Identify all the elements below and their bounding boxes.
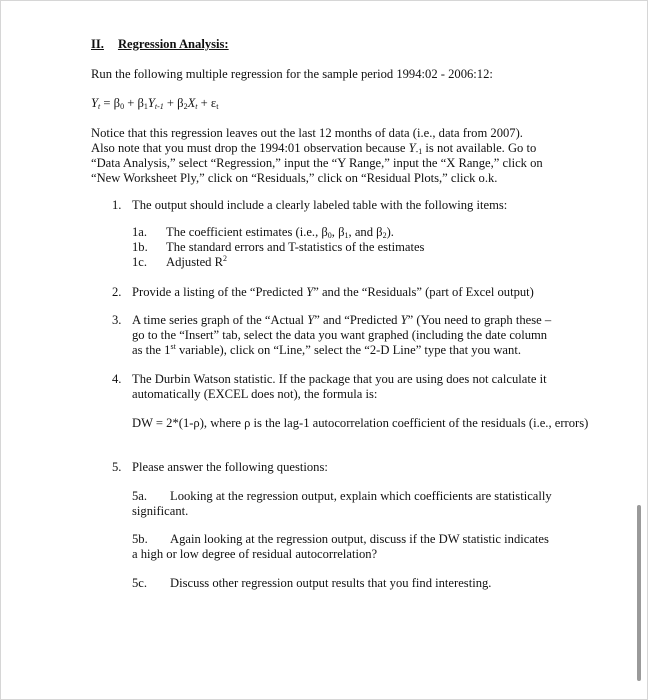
item-3-l1-a: A time series graph of the “Actual: [132, 313, 308, 327]
item-3-number: 3.: [112, 313, 122, 327]
item-5b-line-2: a high or low degree of residual autocorrelation?: [132, 547, 378, 561]
eq-lhs-sub: t: [98, 102, 101, 111]
eq-x: X: [187, 96, 196, 110]
item-3-l3-sup: st: [170, 342, 176, 351]
item-1a-label: 1a.: [132, 225, 148, 239]
eq-plus2: + β: [163, 96, 184, 110]
item-5b-label: 5b.: [132, 532, 148, 546]
item-5-text: Please answer the following questions:: [132, 460, 328, 474]
item-3-l1-c: ” (You need to graph these –: [407, 313, 552, 327]
item-3-var2: Y: [400, 313, 408, 327]
regression-equation: [91, 96, 218, 111]
item-3-l3-a: as the 1: [132, 343, 171, 357]
eq-y-lag-sub: t-1: [154, 102, 164, 111]
item-1a-end: ).: [386, 225, 394, 239]
section-title: Regression Analysis:: [117, 37, 229, 51]
item-4-number: 4.: [112, 372, 122, 386]
eq-e-sub: t: [216, 102, 219, 111]
item-3-line-2: go to the “Insert” tab, select the data you want graphed (including the date column: [132, 328, 548, 342]
item-5c-text: Discuss other regression output results that you find interesting.: [170, 576, 492, 590]
eq-b1-sub: 1: [143, 102, 148, 111]
vertical-scrollbar[interactable]: [637, 505, 641, 681]
eq-y-lag: Y: [147, 96, 155, 110]
item-1c-sup: 2: [223, 254, 228, 263]
notice-line-4: “New Worksheet Ply,” click on “Residuals,” click on “Residual Plots,” click o.k.: [91, 171, 498, 185]
sub-item-1c: [132, 255, 227, 270]
notice-line-2: [91, 141, 536, 156]
item-1a-sub1: 1: [344, 231, 349, 240]
item-3-l3-b: variable), click on “Line,” select the “2-D Line” type that you want.: [175, 343, 521, 357]
item-1b-label: 1b.: [132, 240, 148, 254]
list-item-3: [112, 313, 551, 328]
item-1a-mid2: , and β: [348, 225, 383, 239]
intro-text: Run the following multiple regression for the sample period 1994:02 - 2006:12:: [91, 67, 493, 81]
item-5c-label: 5c.: [132, 576, 148, 590]
sub-item-5a: [132, 489, 552, 504]
item-1c-text: Adjusted R: [166, 255, 224, 269]
eq-plus1: + β: [124, 96, 144, 110]
section-number: II.: [91, 37, 104, 51]
item-1a-text: The coefficient estimates (i.e., β: [166, 225, 328, 239]
notice-var-sub: -1: [415, 147, 423, 156]
item-1b-text: The standard errors and T-statistics of the estimates: [166, 240, 425, 254]
eq-plus3: + ε: [197, 96, 217, 110]
item-5-number: 5.: [112, 460, 122, 474]
eq-b0-sub: 0: [120, 102, 125, 111]
item-2-text-b: ” and the “Residuals” (part of Excel output): [313, 285, 534, 299]
item-4-line-1: The Durbin Watson statistic. If the package that you are using does not calculate it: [132, 372, 547, 386]
item-1a-mid1: , β: [331, 225, 345, 239]
item-4-line-2: automatically (EXCEL does not), the formula is:: [132, 387, 378, 401]
list-item-4: [112, 372, 547, 387]
item-2-text-a: Provide a listing of the “Predicted: [132, 285, 307, 299]
eq-equals: = β: [100, 96, 121, 110]
notice-line-2-b: is not available. Go to: [422, 141, 537, 155]
section-heading: [91, 37, 229, 52]
sub-item-1b: [132, 240, 424, 255]
eq-lhs: Y: [91, 96, 99, 110]
item-5a-line-1: Looking at the regression output, explain which coefficients are statistically: [170, 489, 552, 503]
item-1a-sub0: 0: [327, 231, 332, 240]
item-1-number: 1.: [112, 198, 122, 212]
item-3-l1-b: ” and “Predicted: [314, 313, 401, 327]
list-item-2: [112, 285, 534, 300]
sub-item-5b: [132, 532, 549, 547]
notice-line-2-a: Also note that you must drop the 1994:01 observation because: [91, 141, 409, 155]
item-1a-sub2: 2: [382, 231, 387, 240]
sub-item-5c: [132, 576, 491, 591]
item-5a-line-2: significant.: [132, 504, 189, 518]
item-5a-label: 5a.: [132, 489, 148, 503]
dw-formula: DW = 2*(1-ρ), where ρ is the lag-1 autocorrelation coefficient of the residuals (i.e., errors): [132, 416, 589, 430]
item-2-number: 2.: [112, 285, 122, 299]
item-5b-line-1: Again looking at the regression output, discuss if the DW statistic indicates: [170, 532, 549, 546]
sub-item-1a: [132, 225, 394, 240]
eq-b2-sub: 2: [183, 102, 188, 111]
list-item-1: [112, 198, 507, 213]
list-item-5: [112, 460, 328, 475]
notice-var: Y: [408, 141, 416, 155]
item-3-var1: Y: [307, 313, 315, 327]
notice-line-1: Notice that this regression leaves out the last 12 months of data (i.e., data from 2007).: [91, 126, 523, 140]
item-3-line-3: [132, 343, 521, 358]
item-2-var: Y: [306, 285, 314, 299]
notice-line-3: “Data Analysis,” select “Regression,” input the “Y Range,” input the “X Range,” click on: [91, 156, 543, 170]
eq-x-sub: t: [195, 102, 198, 111]
item-1c-label: 1c.: [132, 255, 148, 269]
item-1-text: The output should include a clearly labeled table with the following items:: [132, 198, 508, 212]
